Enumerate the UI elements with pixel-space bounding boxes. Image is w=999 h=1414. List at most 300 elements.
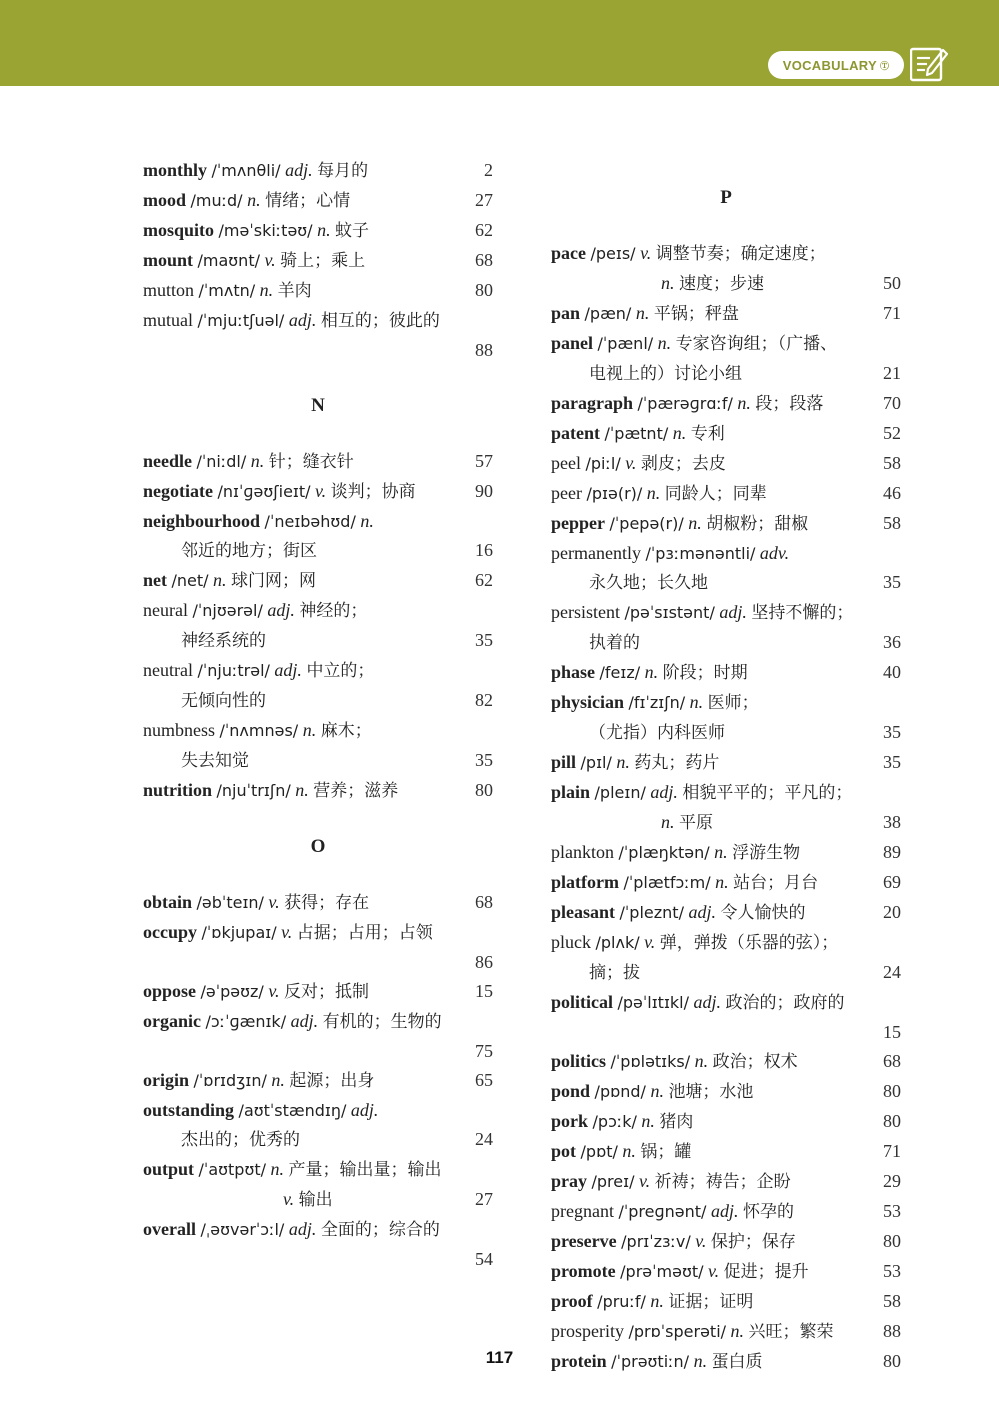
headword: overall — [143, 1219, 196, 1239]
vocab-entry — [551, 389, 901, 419]
entry-text — [143, 507, 493, 536]
headword: pluck — [551, 932, 591, 952]
entry-line — [551, 329, 901, 359]
page-ref: 20 — [883, 902, 901, 922]
entry-text — [143, 596, 493, 626]
entry-text — [551, 1167, 861, 1197]
headword: nutrition — [143, 780, 213, 800]
vocab-entry — [143, 1096, 493, 1155]
entry-line — [551, 1317, 901, 1347]
page-ref: 24 — [475, 1129, 493, 1149]
entry-line-2 — [143, 336, 493, 365]
page-ref: 68 — [475, 892, 493, 912]
page-ref: 16 — [475, 540, 493, 560]
entry-line-2 — [551, 628, 901, 658]
vocab-entry — [143, 596, 493, 656]
entry-text-2 — [143, 1037, 453, 1066]
phonetic: /fɪˈzɪʃn/ — [628, 693, 686, 712]
headword: mutual — [143, 310, 193, 330]
vocab-entry — [143, 656, 493, 716]
entry-text-2 — [551, 808, 861, 838]
phonetic: /prɪˈzɜːv/ — [621, 1232, 691, 1251]
entry-text — [551, 748, 861, 778]
page-ref: 35 — [883, 752, 901, 772]
entry-line-2 — [143, 686, 493, 716]
entry-text-2 — [143, 948, 453, 977]
definition-continued: （尤指）内科医师 — [589, 723, 725, 743]
page-ref: 58 — [883, 1291, 901, 1311]
entry-text-2 — [143, 746, 453, 776]
entry-line — [551, 748, 901, 778]
phonetic: /pɪl/ — [580, 753, 612, 772]
page-ref: 21 — [883, 363, 901, 383]
headword: needle — [143, 451, 192, 471]
definition: 针；缝衣针 — [268, 452, 354, 472]
entry-text-2 — [551, 1018, 861, 1047]
page-ref: 36 — [883, 632, 901, 652]
entry-text-2 — [551, 269, 861, 299]
entry-text — [143, 216, 453, 246]
entry-text — [551, 1227, 861, 1257]
part-of-speech: n. — [714, 842, 728, 862]
vocab-entry — [551, 1137, 901, 1167]
part-of-speech: n. — [644, 662, 659, 682]
part-of-speech: n. — [616, 752, 630, 772]
page-ref: 82 — [475, 690, 493, 710]
vocab-entry — [143, 447, 493, 477]
definition: 起源；出身 — [289, 1071, 375, 1091]
part-of-speech: v. — [644, 932, 656, 952]
definition: 医师； — [707, 693, 759, 713]
entry-line — [551, 898, 901, 928]
page-ref: 62 — [475, 570, 493, 590]
headword: panel — [551, 333, 594, 353]
part-of-speech: n. — [661, 812, 675, 832]
badge-label: VOCABULARY — [782, 57, 877, 73]
phonetic: /əˈpəʊz/ — [200, 982, 264, 1001]
entry-text — [551, 1257, 861, 1287]
phonetic: /plʌk/ — [595, 933, 640, 952]
vocab-entry — [143, 716, 493, 776]
definition-continued: 执着的 — [589, 633, 640, 653]
entry-line-2 — [143, 1245, 493, 1274]
entry-line — [143, 1215, 493, 1245]
section-letter-heading: N — [311, 395, 325, 416]
headword: physician — [551, 692, 625, 712]
entry-line-2 — [551, 568, 901, 598]
entry-line — [143, 656, 493, 686]
page-ref: 58 — [883, 453, 901, 473]
phonetic: /peɪs/ — [590, 244, 636, 263]
definition: 邻近的地方；街区 — [181, 541, 317, 561]
entry-line-2 — [143, 536, 493, 566]
entry-text-2 — [143, 626, 453, 656]
phonetic: /feɪz/ — [599, 663, 641, 682]
part-of-speech: n. — [650, 1081, 664, 1101]
entry-line — [551, 1287, 901, 1317]
entry-line — [143, 888, 493, 918]
vocab-entry — [143, 1007, 493, 1066]
headword: promote — [551, 1261, 616, 1281]
part-of-speech: n. — [737, 393, 751, 413]
part-of-speech: n. — [250, 451, 265, 471]
definition: 占据；占用；占领 — [296, 923, 433, 943]
part-of-speech: n. — [715, 872, 729, 892]
entry-line-2 — [143, 1185, 493, 1215]
section-gap — [143, 365, 493, 392]
headword: oppose — [143, 981, 197, 1001]
part-of-speech: n. — [295, 780, 309, 800]
definition: 剥皮；去皮 — [640, 454, 726, 474]
phonetic: /pəˈlɪtɪkl/ — [617, 993, 689, 1012]
vocab-entry — [551, 1077, 901, 1107]
headword: peer — [551, 483, 582, 503]
headword: output — [143, 1159, 195, 1179]
definition: 麻木； — [320, 721, 372, 741]
definition: 中立的； — [306, 661, 375, 681]
part-of-speech: n. — [672, 423, 687, 443]
part-of-speech: adj. — [719, 602, 747, 622]
phonetic: /nɪˈɡəʊʃieɪt/ — [217, 482, 311, 501]
entry-text — [551, 329, 901, 359]
section-badge — [768, 51, 904, 79]
entry-text — [551, 988, 901, 1018]
entry-line — [551, 509, 901, 539]
vocab-entry — [143, 1066, 493, 1096]
headword: outstanding — [143, 1100, 235, 1120]
definition: 令人愉快的 — [720, 903, 806, 923]
part-of-speech: v. — [695, 1231, 707, 1251]
definition: 兴旺；繁荣 — [748, 1322, 834, 1342]
page-ref: 2 — [484, 160, 493, 180]
headword: neutral — [143, 660, 193, 680]
headword: phase — [551, 662, 596, 682]
headword: platform — [551, 872, 619, 892]
headword: paragraph — [551, 393, 634, 413]
definition-continued: 电视上的）讨论小组 — [589, 364, 742, 384]
entry-line — [551, 389, 901, 419]
page-ref: 58 — [883, 513, 901, 533]
headword: pace — [551, 243, 586, 263]
entry-line-2 — [551, 718, 901, 748]
phonetic: /ˈmjuːtʃuəl/ — [197, 311, 285, 330]
definition-continued: 神经系统的 — [181, 631, 266, 651]
entry-text — [551, 778, 901, 808]
entry-line — [551, 988, 901, 1018]
headword: occupy — [143, 922, 197, 942]
part-of-speech: n. — [635, 303, 650, 323]
page-ref: 35 — [475, 750, 493, 770]
phonetic: /piːl/ — [585, 454, 621, 473]
headword: monthly — [143, 160, 208, 180]
headword: preserve — [551, 1231, 617, 1251]
part-of-speech: adj. — [288, 1219, 317, 1239]
part-of-speech: adv. — [759, 543, 790, 563]
entry-line-2 — [143, 948, 493, 977]
entry-line — [551, 688, 901, 718]
phonetic: /pruːf/ — [597, 1292, 646, 1311]
vocab-entry — [551, 1257, 901, 1287]
headword: organic — [143, 1011, 201, 1031]
vocab-entry — [551, 449, 901, 479]
part-of-speech: n. — [622, 1141, 636, 1161]
headword: mood — [143, 190, 187, 210]
part-of-speech: n. — [213, 570, 227, 590]
phonetic: /pæn/ — [584, 304, 632, 323]
phonetic: /ˈpɜːmənəntli/ — [645, 544, 756, 563]
definition: 全面的；综合的 — [320, 1220, 440, 1240]
entry-text — [551, 299, 861, 329]
entry-line — [143, 276, 493, 306]
phonetic: /ˌəʊvərˈɔːl/ — [200, 1220, 285, 1239]
entry-text — [551, 898, 861, 928]
definition: 获得；存在 — [284, 893, 370, 913]
entry-text — [551, 509, 861, 539]
phonetic: /məˈskiːtəʊ/ — [218, 221, 313, 240]
part-of-speech: n. — [259, 280, 274, 300]
entry-line-2 — [551, 269, 901, 299]
vocab-entry — [143, 186, 493, 216]
phonetic: /preɪ/ — [591, 1172, 635, 1191]
page-ref: 24 — [883, 962, 901, 982]
phonetic: /prəˈməʊt/ — [620, 1262, 704, 1281]
page-ref: 75 — [475, 1041, 493, 1061]
headword: negotiate — [143, 481, 213, 501]
entry-text — [551, 449, 861, 479]
definition: 弹，弹拨（乐器的弦）； — [659, 933, 839, 953]
entry-line — [551, 658, 901, 688]
definition: 锅；罐 — [640, 1142, 692, 1162]
definition: 怀孕的 — [742, 1202, 794, 1222]
definition: 胡椒粉；甜椒 — [706, 514, 809, 534]
entry-text — [143, 447, 453, 477]
phonetic: /pɔːk/ — [592, 1112, 637, 1131]
page-ref: 27 — [475, 1189, 493, 1209]
entry-text — [143, 566, 453, 596]
entry-text — [143, 1096, 493, 1125]
page-ref: 68 — [883, 1051, 901, 1071]
vocab-entry — [551, 479, 901, 509]
page-ref: 90 — [475, 481, 493, 501]
part-of-speech: v. — [283, 1189, 295, 1209]
phonetic: /muːd/ — [190, 191, 243, 210]
notebook-pencil-icon — [910, 46, 948, 82]
headword: numbness — [143, 720, 215, 740]
page-ref: 54 — [475, 1249, 493, 1269]
headword: mutton — [143, 280, 195, 300]
vocab-entry — [143, 566, 493, 596]
part-of-speech: n. — [646, 483, 661, 503]
phonetic: /ˈplæŋktən/ — [618, 843, 710, 862]
definition-continued: 摘；拔 — [589, 963, 640, 983]
page-ref: 70 — [883, 393, 901, 413]
page-ref: 15 — [883, 1022, 901, 1042]
vocab-entry — [551, 658, 901, 688]
entry-line — [143, 1066, 493, 1096]
left-column — [143, 156, 493, 1274]
definition: 蚊子 — [335, 221, 370, 241]
phonetic: /prɒˈsperəti/ — [628, 1322, 727, 1341]
entry-text-2 — [143, 1125, 453, 1155]
section-gap — [551, 212, 901, 239]
page-ref: 80 — [475, 780, 493, 800]
phonetic: /ˈmʌnθli/ — [211, 161, 281, 180]
headword: pregnant — [551, 1201, 614, 1221]
page-ref: 52 — [883, 423, 901, 443]
vocab-entry — [551, 598, 901, 658]
headword: pill — [551, 752, 577, 772]
headword: mosquito — [143, 220, 215, 240]
definition-continued: 平原 — [679, 813, 713, 833]
definition-continued: 速度；步速 — [679, 274, 764, 294]
entry-line — [143, 306, 493, 336]
phonetic: /ˈpreɡnənt/ — [618, 1202, 707, 1221]
page-ref: 88 — [475, 340, 493, 360]
headword: pepper — [551, 513, 605, 533]
phonetic: /ˈpleznt/ — [619, 903, 684, 922]
phonetic: /maʊnt/ — [197, 251, 260, 270]
entry-line — [551, 449, 901, 479]
vocab-entry — [551, 539, 901, 598]
page-ref: 69 — [883, 872, 901, 892]
definition: 专利 — [690, 424, 725, 444]
vocab-entry — [143, 888, 493, 918]
vocab-entry — [551, 1287, 901, 1317]
part-of-speech: n. — [641, 1111, 655, 1131]
vocab-entry — [143, 977, 493, 1007]
phonetic: /pɪə(r)/ — [586, 484, 643, 503]
entry-line — [551, 1077, 901, 1107]
section-gap — [143, 806, 493, 833]
definition: 反对；抵制 — [283, 982, 369, 1002]
vocab-entry — [551, 748, 901, 778]
vocab-entry — [143, 306, 493, 365]
headword: mount — [143, 250, 194, 270]
page-ref: 80 — [883, 1231, 901, 1251]
entry-text — [551, 389, 861, 419]
entry-line — [551, 1167, 901, 1197]
part-of-speech: n. — [317, 220, 331, 240]
entry-line — [143, 918, 493, 948]
entry-text — [551, 1047, 861, 1077]
headword: pan — [551, 303, 581, 323]
entry-line — [551, 598, 901, 628]
page-ref: 27 — [475, 190, 493, 210]
vocab-entry — [551, 1197, 901, 1227]
definition: 促进；提升 — [723, 1262, 809, 1282]
entry-line — [143, 596, 493, 626]
entry-line — [143, 447, 493, 477]
page-header-band — [0, 0, 999, 86]
entry-text — [143, 1215, 493, 1245]
entry-line — [143, 216, 493, 246]
entry-line — [551, 1257, 901, 1287]
page-ref: 80 — [475, 280, 493, 300]
vocab-entry — [551, 928, 901, 988]
part-of-speech: v. — [638, 1171, 651, 1191]
page-ref: 71 — [883, 1141, 901, 1161]
definition: 谈判；协商 — [330, 482, 416, 502]
entry-text-2 — [551, 718, 861, 748]
page-ref: 53 — [883, 1201, 901, 1221]
vocab-entry — [143, 1215, 493, 1274]
definition: 段；段落 — [755, 394, 824, 414]
entry-text — [551, 658, 861, 688]
definition: 专家咨询组；（广播、 — [675, 334, 838, 354]
definition: 药丸；药片 — [634, 753, 720, 773]
page-ref: 68 — [475, 250, 493, 270]
vocab-entry — [143, 918, 493, 977]
headword: neighbourhood — [143, 511, 261, 531]
entry-line — [551, 928, 901, 958]
definition: 相互的；彼此的 — [320, 311, 440, 331]
definition-continued: 输出 — [298, 1190, 333, 1210]
page-ref: 35 — [883, 572, 901, 592]
definition: 祈祷；祷告；企盼 — [654, 1172, 791, 1192]
vocab-entry — [551, 868, 901, 898]
definition: 相貌平平的；平凡的； — [682, 783, 853, 803]
phonetic: /pəˈsɪstənt/ — [624, 603, 715, 622]
entry-line — [143, 156, 493, 186]
phonetic: /pɒnd/ — [594, 1082, 646, 1101]
phonetic: /ˈɒrɪdʒɪn/ — [193, 1071, 267, 1090]
right-column — [551, 184, 901, 1377]
entry-text — [551, 688, 901, 718]
entry-text — [551, 239, 901, 269]
definition: 同龄人；同辈 — [664, 484, 767, 504]
part-of-speech: v. — [268, 892, 280, 912]
entry-line — [551, 1137, 901, 1167]
page-ref: 62 — [475, 220, 493, 240]
entry-text — [551, 838, 861, 868]
entry-line-2 — [143, 626, 493, 656]
entry-text-2 — [551, 958, 861, 988]
entry-text — [551, 1107, 861, 1137]
entry-text — [551, 868, 861, 898]
part-of-speech: n. — [271, 1070, 285, 1090]
headword: origin — [143, 1070, 190, 1090]
entry-line — [551, 868, 901, 898]
definition: 神经的； — [299, 601, 368, 621]
part-of-speech: adj. — [693, 992, 722, 1012]
headword: pleasant — [551, 902, 616, 922]
definition: 调整节奏；确定速度； — [655, 244, 826, 264]
definition: 坚持不懈的； — [751, 603, 854, 623]
entry-text — [143, 156, 453, 186]
part-of-speech: n. — [360, 511, 374, 531]
definition: 球门网；网 — [231, 571, 317, 591]
headword: permanently — [551, 543, 641, 563]
part-of-speech: adj. — [288, 310, 317, 330]
page-ref: 80 — [883, 1081, 901, 1101]
vocab-entry — [551, 299, 901, 329]
entry-text — [143, 477, 453, 507]
page-number: 117 — [485, 1348, 514, 1367]
vocab-entry — [551, 419, 901, 449]
phonetic: /aʊtˈstændɪŋ/ — [238, 1101, 347, 1120]
part-of-speech: n. — [689, 692, 704, 712]
entry-text — [143, 656, 493, 686]
definition: 政治的；政府的 — [725, 993, 845, 1013]
entry-text — [143, 1066, 453, 1096]
part-of-speech: v. — [264, 250, 276, 270]
entry-text-2 — [143, 336, 453, 365]
headword: protein — [551, 1351, 607, 1371]
part-of-speech: v. — [708, 1261, 720, 1281]
vocab-entry — [143, 216, 493, 246]
entry-line-2 — [143, 1037, 493, 1066]
definition: 有机的；生物的 — [322, 1012, 442, 1032]
